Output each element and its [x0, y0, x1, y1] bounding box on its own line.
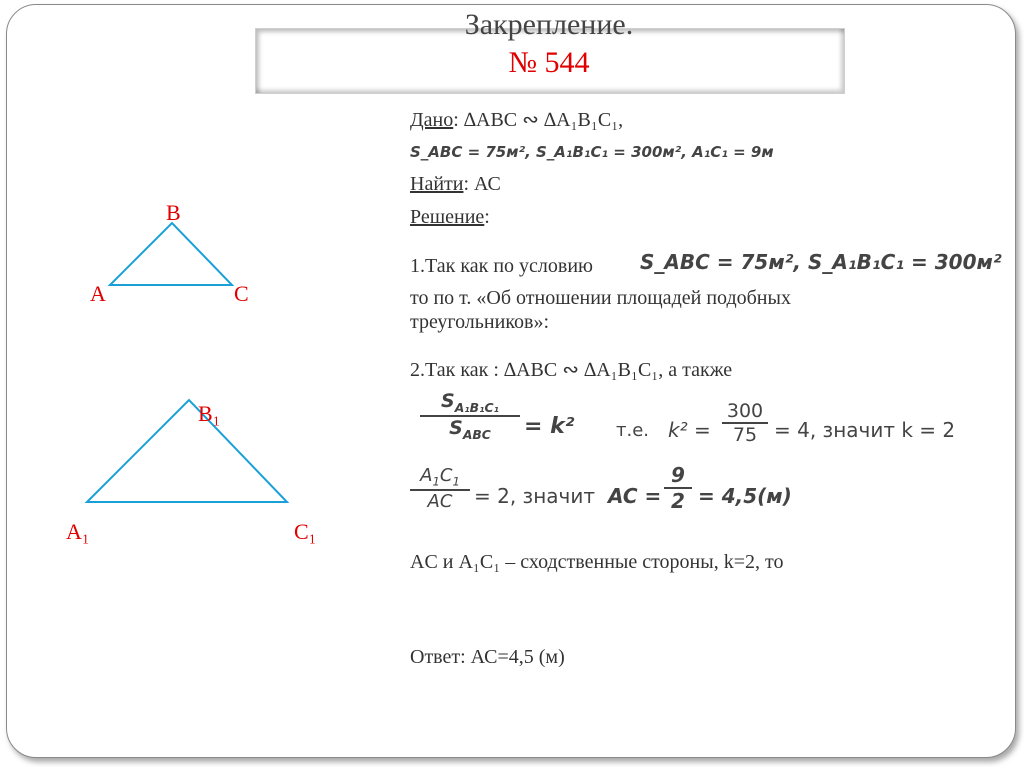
step1-prefix: 1.Так как по условию	[410, 255, 593, 277]
side-ratio-fraction	[410, 465, 470, 512]
step1-line3: треугольников»:	[410, 311, 550, 333]
frac-9: 9	[664, 463, 692, 489]
vertex-a-label: A	[90, 281, 106, 306]
area-ratio-fraction	[420, 390, 520, 442]
step2-prefix: 2.Так как : ∆ABC ∾ ∆A₁B₁C₁, а также	[410, 359, 733, 381]
k-squared-eq: k² =	[668, 418, 711, 442]
find-line	[410, 172, 501, 196]
area-ratio-denominator: $S_{ABC}$	[449, 416, 491, 442]
given-text: : ∆ABC ∾ ∆A₁B₁C₁,	[453, 109, 624, 131]
vertex-c1-label: C₁	[294, 519, 317, 544]
given-line	[410, 108, 623, 132]
ac-result: = 4,5(м)	[698, 484, 792, 508]
given-label: Дано	[410, 109, 454, 131]
area-ratio-numerator: $S_{A_1B_1C_1}$	[420, 390, 520, 417]
find-text: : АС	[463, 173, 501, 195]
problem-number: № 544	[508, 46, 590, 79]
frac-75: 75	[732, 424, 758, 446]
step1-line2: то по т. «Об отношении площадей подобных	[410, 287, 791, 309]
vertex-c-label: C	[234, 281, 249, 306]
slide-title: Закрепление.	[464, 8, 634, 41]
side-ratio-equals: = 2, значит	[474, 484, 595, 508]
sides-text: AC и A₁C₁ – сходственные стороны, k=2, то	[410, 551, 784, 573]
frac-300: 300	[722, 400, 768, 424]
te-text: т.е.	[616, 420, 650, 441]
vertex-b-label: B	[166, 200, 181, 225]
k-squared-fraction	[722, 400, 768, 446]
solution-colon: :	[484, 206, 490, 228]
given-conditions: S_ABC = 75м², S_A₁B₁C₁ = 300м², A₁C₁ = 9м	[410, 143, 774, 161]
solution-heading	[410, 205, 490, 229]
area-ratio-equals: = k²	[524, 414, 575, 439]
answer-text: Ответ: АС=4,5 (м)	[410, 646, 565, 668]
find-label: Найти	[410, 173, 464, 195]
ac-eq: AC =	[608, 484, 662, 508]
step1-formula: S_ABC = 75м², S_A₁B₁C₁ = 300м²	[640, 250, 1002, 274]
triangle-a1b1c1	[87, 400, 287, 502]
vertex-b1-label: B₁	[198, 401, 221, 426]
frac-2: 2	[671, 489, 685, 513]
side-ratio-numerator: $A_1C_1$	[410, 465, 470, 491]
triangle-abc	[110, 223, 232, 285]
k-result: = 4, значит k = 2	[774, 418, 956, 442]
solution-label: Решение	[410, 206, 485, 228]
ac-fraction	[664, 463, 692, 513]
side-ratio-denominator: AC	[427, 490, 453, 512]
vertex-a1-label: A₁	[66, 519, 90, 544]
